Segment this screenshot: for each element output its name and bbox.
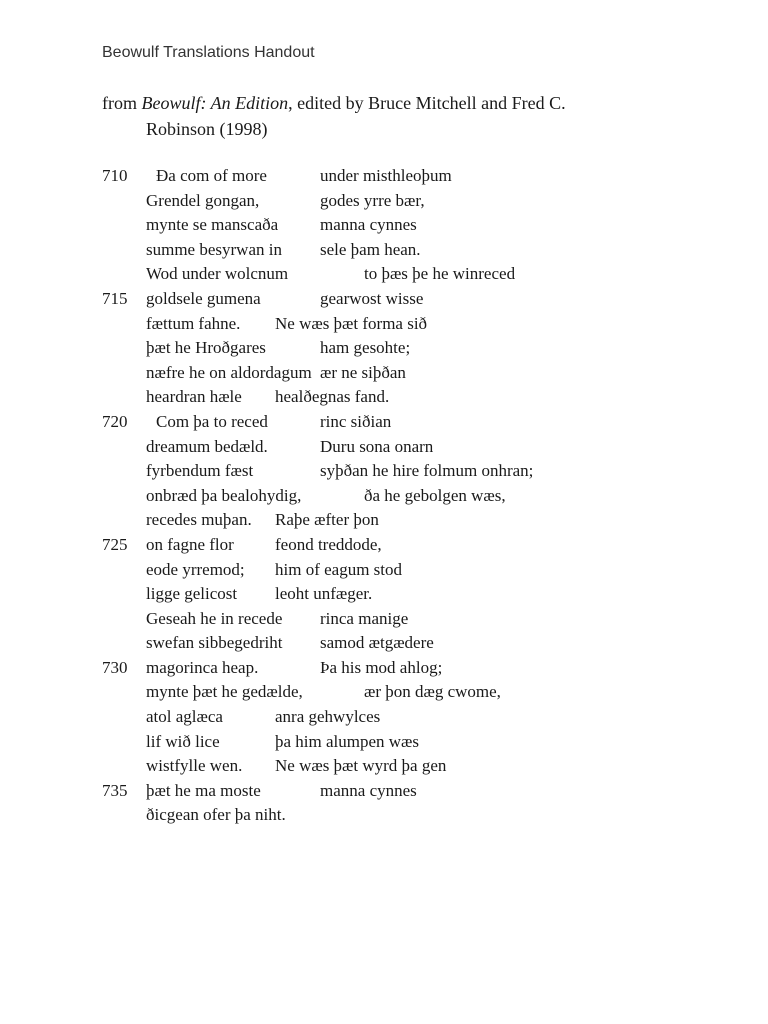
second-half-line: gearwost wisse [320,288,424,308]
first-half-line: wistfylle wen. [146,756,243,776]
poem-line [102,558,662,583]
poem-line [102,287,662,312]
first-half-line: Wod under wolcnum [146,264,289,284]
poem-line [102,164,662,189]
poem-line [102,213,662,238]
second-half-line: ða he gebolgen wæs, [364,485,506,505]
poem-line [102,459,662,484]
first-half-line: summe besyrwan in [146,239,282,259]
second-half-line: leoht unfæger. [275,584,373,604]
second-half-line: to þæs þe he winreced [364,264,516,284]
second-half-line: Ne wæs þæt forma sið [275,313,428,333]
poem-line [102,607,662,632]
second-half-line: feond treddode, [275,534,382,554]
first-half-line: lif wið lice [146,731,220,751]
first-half-line: mynte þæt he gedælde, [146,682,303,702]
first-half-line: þæt he ma moste [146,780,261,800]
citation-line-2: Robinson (1998) [146,119,268,139]
first-half-line: Grendel gongan, [146,190,260,210]
second-half-line: ær ne siþðan [320,362,406,382]
poem-line [102,779,662,804]
line-number: 730 [102,657,128,677]
second-half-line: rinca manige [320,608,409,628]
second-half-line: healðegnas fand. [275,387,390,407]
poem-line [102,533,662,558]
first-half-line: recedes muþan. [146,510,252,530]
handout-header: Beowulf Translations Handout [102,44,315,61]
first-half-line: mynte se manscaða [146,215,279,235]
poem-line [102,312,662,337]
second-half-line: ham gesohte; [320,338,411,358]
poem-line [102,508,662,533]
first-half-line: fyrbendum fæst [146,461,254,481]
citation-line-1: from Beowulf: An Edition, edited by Bruce Mitchell and Fred C. [102,93,566,113]
second-half-line: syþðan he hire folmum onhran; [320,461,534,481]
second-half-line: manna cynnes [320,780,417,800]
line-number: 720 [102,411,128,431]
line-number: 725 [102,534,128,554]
poem-line [102,803,662,828]
poem-line [102,385,662,410]
second-half-line: ær þon dæg cwome, [364,682,501,702]
poem-line [102,410,662,435]
second-half-line: anra gehwylces [275,707,381,727]
second-half-line: rinc siðian [320,411,392,431]
second-half-line: Raþe æfter þon [275,510,379,530]
first-half-line: fættum fahne. [146,313,241,333]
poem-line [102,705,662,730]
first-half-line: ðicgean ofer þa niht. [146,805,286,825]
first-half-line: dreamum bedæld. [146,436,268,456]
first-half-line: eode yrremod; [146,559,245,579]
poem-line [102,484,662,509]
second-half-line: him of eagum stod [275,559,403,579]
poem-line [102,262,662,287]
first-half-line: ligge gelicost [146,584,238,604]
second-half-line: samod ætgædere [320,633,434,653]
poem-line [102,631,662,656]
first-half-line: næfre he on aldordagum [146,362,312,382]
line-number: 735 [102,780,128,800]
poem-text [102,164,662,828]
first-half-line: onbræd þa bealohydig, [146,485,302,505]
poem-line [102,238,662,263]
first-half-line: Ða com of more [156,166,267,185]
first-half-line: þæt he Hroðgares [146,338,266,358]
poem-line [102,361,662,386]
first-half-line: heardran hæle [146,387,242,407]
book-title: Beowulf: An Edition [141,93,289,113]
poem-line [102,754,662,779]
second-half-line: under misthleoþum [320,166,452,185]
second-half-line: þa him alumpen wæs [275,731,420,751]
poem-line [102,336,662,361]
first-half-line: goldsele gumena [146,288,261,308]
poem-line [102,656,662,681]
line-number: 710 [102,166,128,185]
second-half-line: Duru sona onarn [320,436,434,456]
first-half-line: swefan sibbegedriht [146,633,283,653]
first-half-line: on fagne flor [146,534,234,554]
first-half-line: atol aglæca [146,707,223,727]
poem-line [102,730,662,755]
poem-line [102,435,662,460]
second-half-line: godes yrre bær, [320,190,425,210]
second-half-line: manna cynnes [320,215,417,235]
line-number: 715 [102,288,128,308]
second-half-line: Þa his mod ahlog; [320,657,443,677]
first-half-line: magorinca heap. [146,657,259,677]
poem-line [102,582,662,607]
second-half-line: Ne wæs þæt wyrd þa gen [275,756,447,776]
source-citation [102,90,662,142]
first-half-line: Com þa to reced [156,411,268,431]
poem-line [102,680,662,705]
poem-line [102,189,662,214]
second-half-line: sele þam hean. [320,239,421,259]
first-half-line: Geseah he in recede [146,608,283,628]
